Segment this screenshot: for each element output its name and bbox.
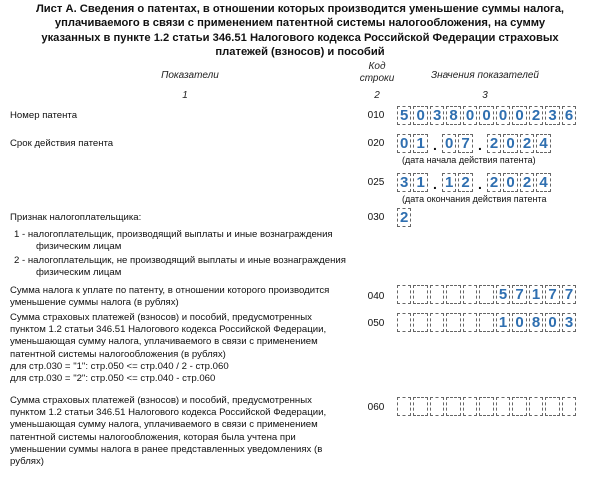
option-line: 2 - налогоплательщик, не производящий выплаты и иные вознаграждения (14, 255, 346, 266)
label-patent-term: Срок действия патента (10, 138, 114, 149)
char-cell (397, 285, 411, 304)
char-cell: 0 (413, 106, 427, 125)
column-header-code (355, 61, 399, 85)
label-tax-amount (10, 285, 329, 309)
char-cell (463, 397, 477, 416)
code-025: 025 (367, 177, 385, 188)
date-cell: 2 (487, 134, 501, 153)
char-cell (512, 397, 526, 416)
char-cell: 0 (496, 106, 510, 125)
date-cell: 7 (458, 134, 472, 153)
char-cell (446, 285, 460, 304)
date-cell: 0 (503, 173, 517, 192)
char-cell: 0 (512, 313, 526, 332)
label-line: уменьшение суммы налога (в рублях) (10, 297, 179, 309)
char-cell: 7 (512, 285, 526, 304)
code-050: 050 (367, 318, 385, 329)
char-cell: 3 (562, 313, 576, 332)
char-cell: 1 (496, 313, 510, 332)
char-cell (397, 397, 411, 416)
code-header-line: Код (368, 61, 386, 72)
date-cell: 0 (442, 134, 456, 153)
date-cell: 0 (503, 134, 517, 153)
label-line: для стр.030 = "2": стр.050 <= стр.040 - стр.060 (10, 373, 216, 385)
option-line: физическим лицам (36, 267, 122, 279)
label-taxpayer-sign: Признак налогоплательщика: (10, 212, 142, 223)
code-020: 020 (367, 138, 385, 149)
date-cell: 2 (487, 173, 501, 192)
char-cell: 3 (430, 106, 444, 125)
label-line: патентной системы налогообложения (в рублях) (10, 348, 226, 360)
column-number-1: 1 (182, 90, 188, 101)
date-cell: 2 (458, 173, 472, 192)
char-cell (545, 397, 559, 416)
label-patent-number: Номер патента (10, 110, 78, 121)
date-cell: 1 (413, 173, 427, 192)
label-line: уменьшающая сумму налога, уплачиваемого в связи с применением (10, 336, 318, 348)
char-cell (446, 313, 460, 332)
sheet-title (20, 2, 580, 60)
caption-end-date: (дата окончания действия патента (402, 194, 547, 204)
char-cell: 7 (562, 285, 576, 304)
date-separator: . (433, 176, 437, 192)
char-cell: 0 (512, 106, 526, 125)
char-cell (463, 313, 477, 332)
char-cell (413, 285, 427, 304)
char-cell (496, 397, 510, 416)
column-header-values: Значения показателей (430, 70, 539, 81)
char-cell (446, 397, 460, 416)
date-cell: 4 (536, 173, 550, 192)
sheet-title-line: уплачиваемого в связи с применением патентной системы налогообложения, на сумму (54, 17, 546, 30)
date-separator: . (433, 137, 437, 153)
column-number-3: 3 (482, 90, 488, 101)
date-cell: 3 (397, 173, 411, 192)
char-cell (562, 397, 576, 416)
label-line: пунктом 1.2 статьи 346.51 Налогового кодекса Российской Федерации, (10, 407, 327, 419)
code-header-line: строки (359, 73, 395, 84)
char-cell (463, 285, 477, 304)
date-cell: 1 (413, 134, 427, 153)
column-header-indicators: Показатели (161, 70, 219, 81)
patent-end-date-field[interactable] (397, 173, 553, 192)
code-040: 040 (367, 291, 385, 302)
char-cell (479, 397, 493, 416)
date-cell: 2 (520, 134, 534, 153)
caption-start-date: (дата начала действия патента) (402, 155, 536, 165)
char-cell: 1 (529, 285, 543, 304)
char-cell (397, 313, 411, 332)
insurance-050-field[interactable] (397, 313, 578, 332)
char-cell: 0 (479, 106, 493, 125)
sheet-title-line: Лист А. Сведения о патентах, в отношении которых производится уменьшение суммы налога, (35, 3, 565, 15)
label-line: уменьшающая сумму налога, уплачиваемого в связи с применением (10, 419, 318, 431)
label-line: Сумма налога к уплате по патенту, в отношении которого производится (10, 285, 330, 296)
char-cell (430, 285, 444, 304)
patent-number-field[interactable] (397, 106, 578, 125)
sheet-title-line: платежей (взносов) и пособий (215, 46, 385, 59)
char-cell: 8 (446, 106, 460, 125)
patent-start-date-field[interactable] (397, 134, 553, 153)
char-cell: 3 (545, 106, 559, 125)
char-cell (413, 397, 427, 416)
label-line: для стр.030 = "1": стр.050 <= стр.040 / 2 - стр.060 (10, 360, 229, 372)
label-line: патентной системы налогообложения, которая была учтена при (10, 431, 296, 443)
char-cell: 6 (562, 106, 576, 125)
code-030: 030 (367, 212, 385, 223)
date-cell: 0 (397, 134, 411, 153)
char-cell: 0 (463, 106, 477, 125)
char-cell (479, 313, 493, 332)
char-cell (430, 397, 444, 416)
char-cell: 0 (545, 313, 559, 332)
label-insurance-060 (10, 395, 326, 468)
char-cell (413, 313, 427, 332)
taxpayer-sign-field[interactable] (397, 208, 413, 227)
char-cell (529, 397, 543, 416)
column-number-2: 2 (374, 90, 380, 101)
taxpayer-option-1 (14, 229, 333, 253)
code-010: 010 (367, 110, 385, 121)
char-cell: 5 (496, 285, 510, 304)
insurance-060-field[interactable] (397, 397, 578, 416)
char-cell: 7 (545, 285, 559, 304)
char-cell: 5 (397, 106, 411, 125)
date-separator: . (477, 137, 482, 153)
label-line: уменьшении суммы налога в ранее представленных уведомлениях (в (10, 443, 323, 455)
label-line: Сумма страховых платежей (взносов) и пособий, предусмотренных (10, 312, 312, 323)
char-cell: 8 (529, 313, 543, 332)
date-cell: 1 (442, 173, 456, 192)
date-cell: 4 (536, 134, 550, 153)
date-cell: 2 (520, 173, 534, 192)
sign-cell: 2 (397, 208, 411, 227)
option-line: 1 - налогоплательщик, производящий выплаты и иные вознаграждения (14, 229, 333, 240)
label-insurance-050 (10, 312, 326, 385)
label-line: Сумма страховых платежей (взносов) и пособий, предусмотренных (10, 395, 312, 406)
code-060: 060 (367, 402, 385, 413)
sheet-title-line: указанных в пункте 1.2 статьи 346.51 Налогового кодекса Российской Федерации страховых (41, 31, 559, 44)
char-cell (430, 313, 444, 332)
tax-amount-field[interactable] (397, 285, 578, 304)
taxpayer-option-2 (14, 255, 346, 279)
char-cell: 2 (529, 106, 543, 125)
option-line: физическим лицам (36, 241, 122, 253)
label-line: пунктом 1.2 статьи 346.51 Налогового кодекса Российской Федерации, (10, 324, 327, 336)
char-cell (479, 285, 493, 304)
date-separator: . (477, 176, 482, 192)
label-line: рублях) (10, 456, 44, 468)
